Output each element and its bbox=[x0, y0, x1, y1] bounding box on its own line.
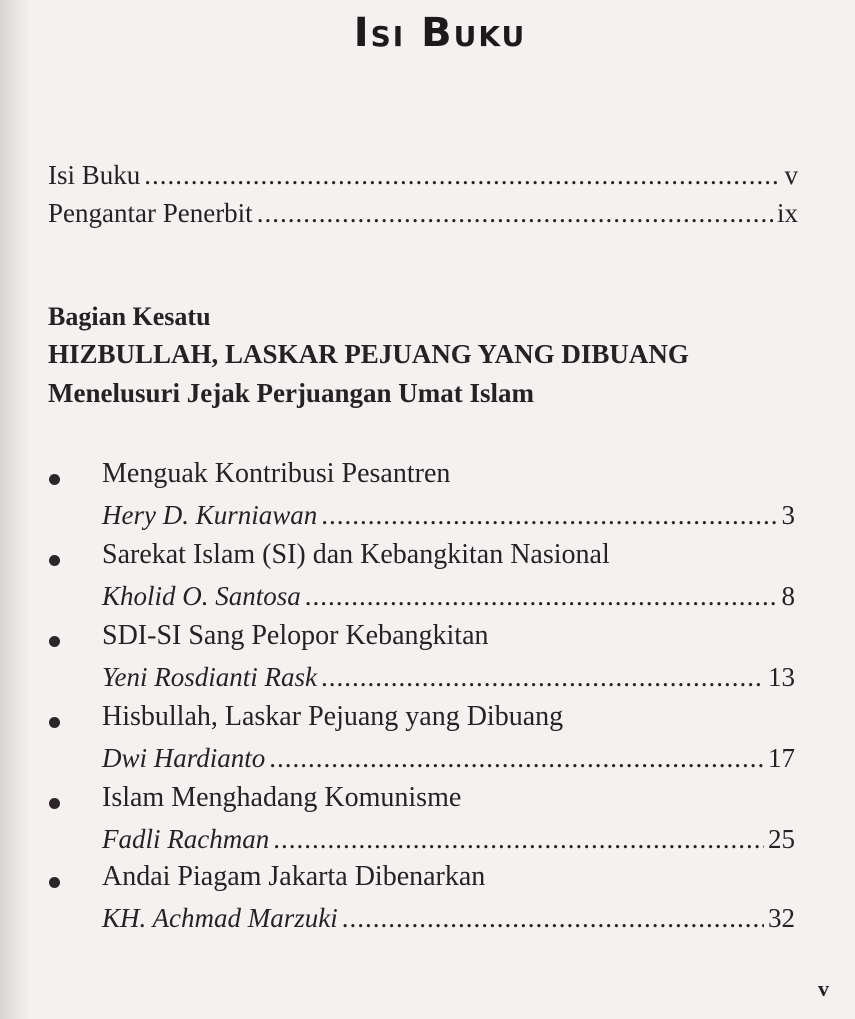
bullet-icon bbox=[49, 636, 60, 647]
entry-author-line[interactable] bbox=[102, 903, 795, 937]
entry-author: KH. Achmad Marzuki bbox=[102, 903, 338, 933]
entry-author-line[interactable] bbox=[102, 824, 795, 858]
entry-title[interactable]: Hisbullah, Laskar Pejuang yang Dibuang bbox=[102, 701, 564, 732]
page-edge-shadow bbox=[0, 0, 30, 1019]
page-title: Isi Buku bbox=[353, 10, 527, 56]
entry-author-line[interactable] bbox=[102, 743, 795, 777]
entry-author: Yeni Rosdianti Rask bbox=[102, 662, 318, 692]
part-subtitle: Menelusuri Jejak Perjuangan Umat Islam bbox=[48, 378, 534, 408]
dot-leader bbox=[273, 824, 764, 855]
toc-entry-pengantar-penerbit[interactable] bbox=[48, 198, 798, 232]
entry-author-line[interactable] bbox=[102, 581, 795, 615]
entry-author: Fadli Rachman bbox=[102, 824, 270, 854]
entry-author-line[interactable] bbox=[102, 662, 795, 696]
entry-page: 13 bbox=[768, 662, 795, 692]
entry-page: 32 bbox=[768, 903, 795, 933]
part-title: HIZBULLAH, LASKAR PEJUANG YANG DIBUANG bbox=[48, 339, 689, 369]
bullet-icon bbox=[49, 877, 60, 888]
toc-entry-page: v bbox=[784, 160, 798, 190]
entry-title[interactable]: Andai Piagam Jakarta Dibenarkan bbox=[102, 861, 486, 892]
toc-entry-page: ix bbox=[776, 198, 798, 228]
entry-page: 8 bbox=[781, 581, 795, 611]
dot-leader bbox=[305, 581, 778, 612]
entry-page: 17 bbox=[768, 743, 795, 773]
part-label: Bagian Kesatu bbox=[48, 302, 211, 331]
entry-title[interactable]: Sarekat Islam (SI) dan Kebangkitan Nasional bbox=[102, 539, 610, 570]
entry-title[interactable]: Islam Menghadang Komunisme bbox=[102, 782, 462, 813]
entry-title[interactable]: Menguak Kontribusi Pesantren bbox=[102, 458, 451, 489]
bullet-icon bbox=[49, 474, 60, 485]
entry-author: Kholid O. Santosa bbox=[102, 581, 301, 611]
bullet-icon bbox=[49, 555, 60, 566]
toc-entry-isi-buku[interactable] bbox=[48, 160, 798, 194]
dot-leader bbox=[269, 743, 764, 774]
entry-author: Hery D. Kurniawan bbox=[102, 500, 318, 530]
bullet-icon bbox=[49, 798, 60, 809]
dot-leader bbox=[342, 903, 764, 934]
toc-entry-label: Pengantar Penerbit bbox=[48, 198, 253, 228]
dot-leader bbox=[321, 500, 777, 531]
entry-page: 25 bbox=[768, 824, 795, 854]
toc-entry-label: Isi Buku bbox=[48, 160, 141, 190]
entry-author-line[interactable] bbox=[102, 500, 795, 534]
entry-page: 3 bbox=[781, 500, 795, 530]
page-number: v bbox=[818, 976, 829, 1001]
dot-leader bbox=[144, 160, 780, 191]
dot-leader bbox=[321, 662, 764, 693]
dot-leader bbox=[257, 198, 773, 229]
entry-author: Dwi Hardianto bbox=[102, 743, 266, 773]
entry-title[interactable]: SDI-SI Sang Pelopor Kebangkitan bbox=[102, 620, 489, 651]
bullet-icon bbox=[49, 717, 60, 728]
